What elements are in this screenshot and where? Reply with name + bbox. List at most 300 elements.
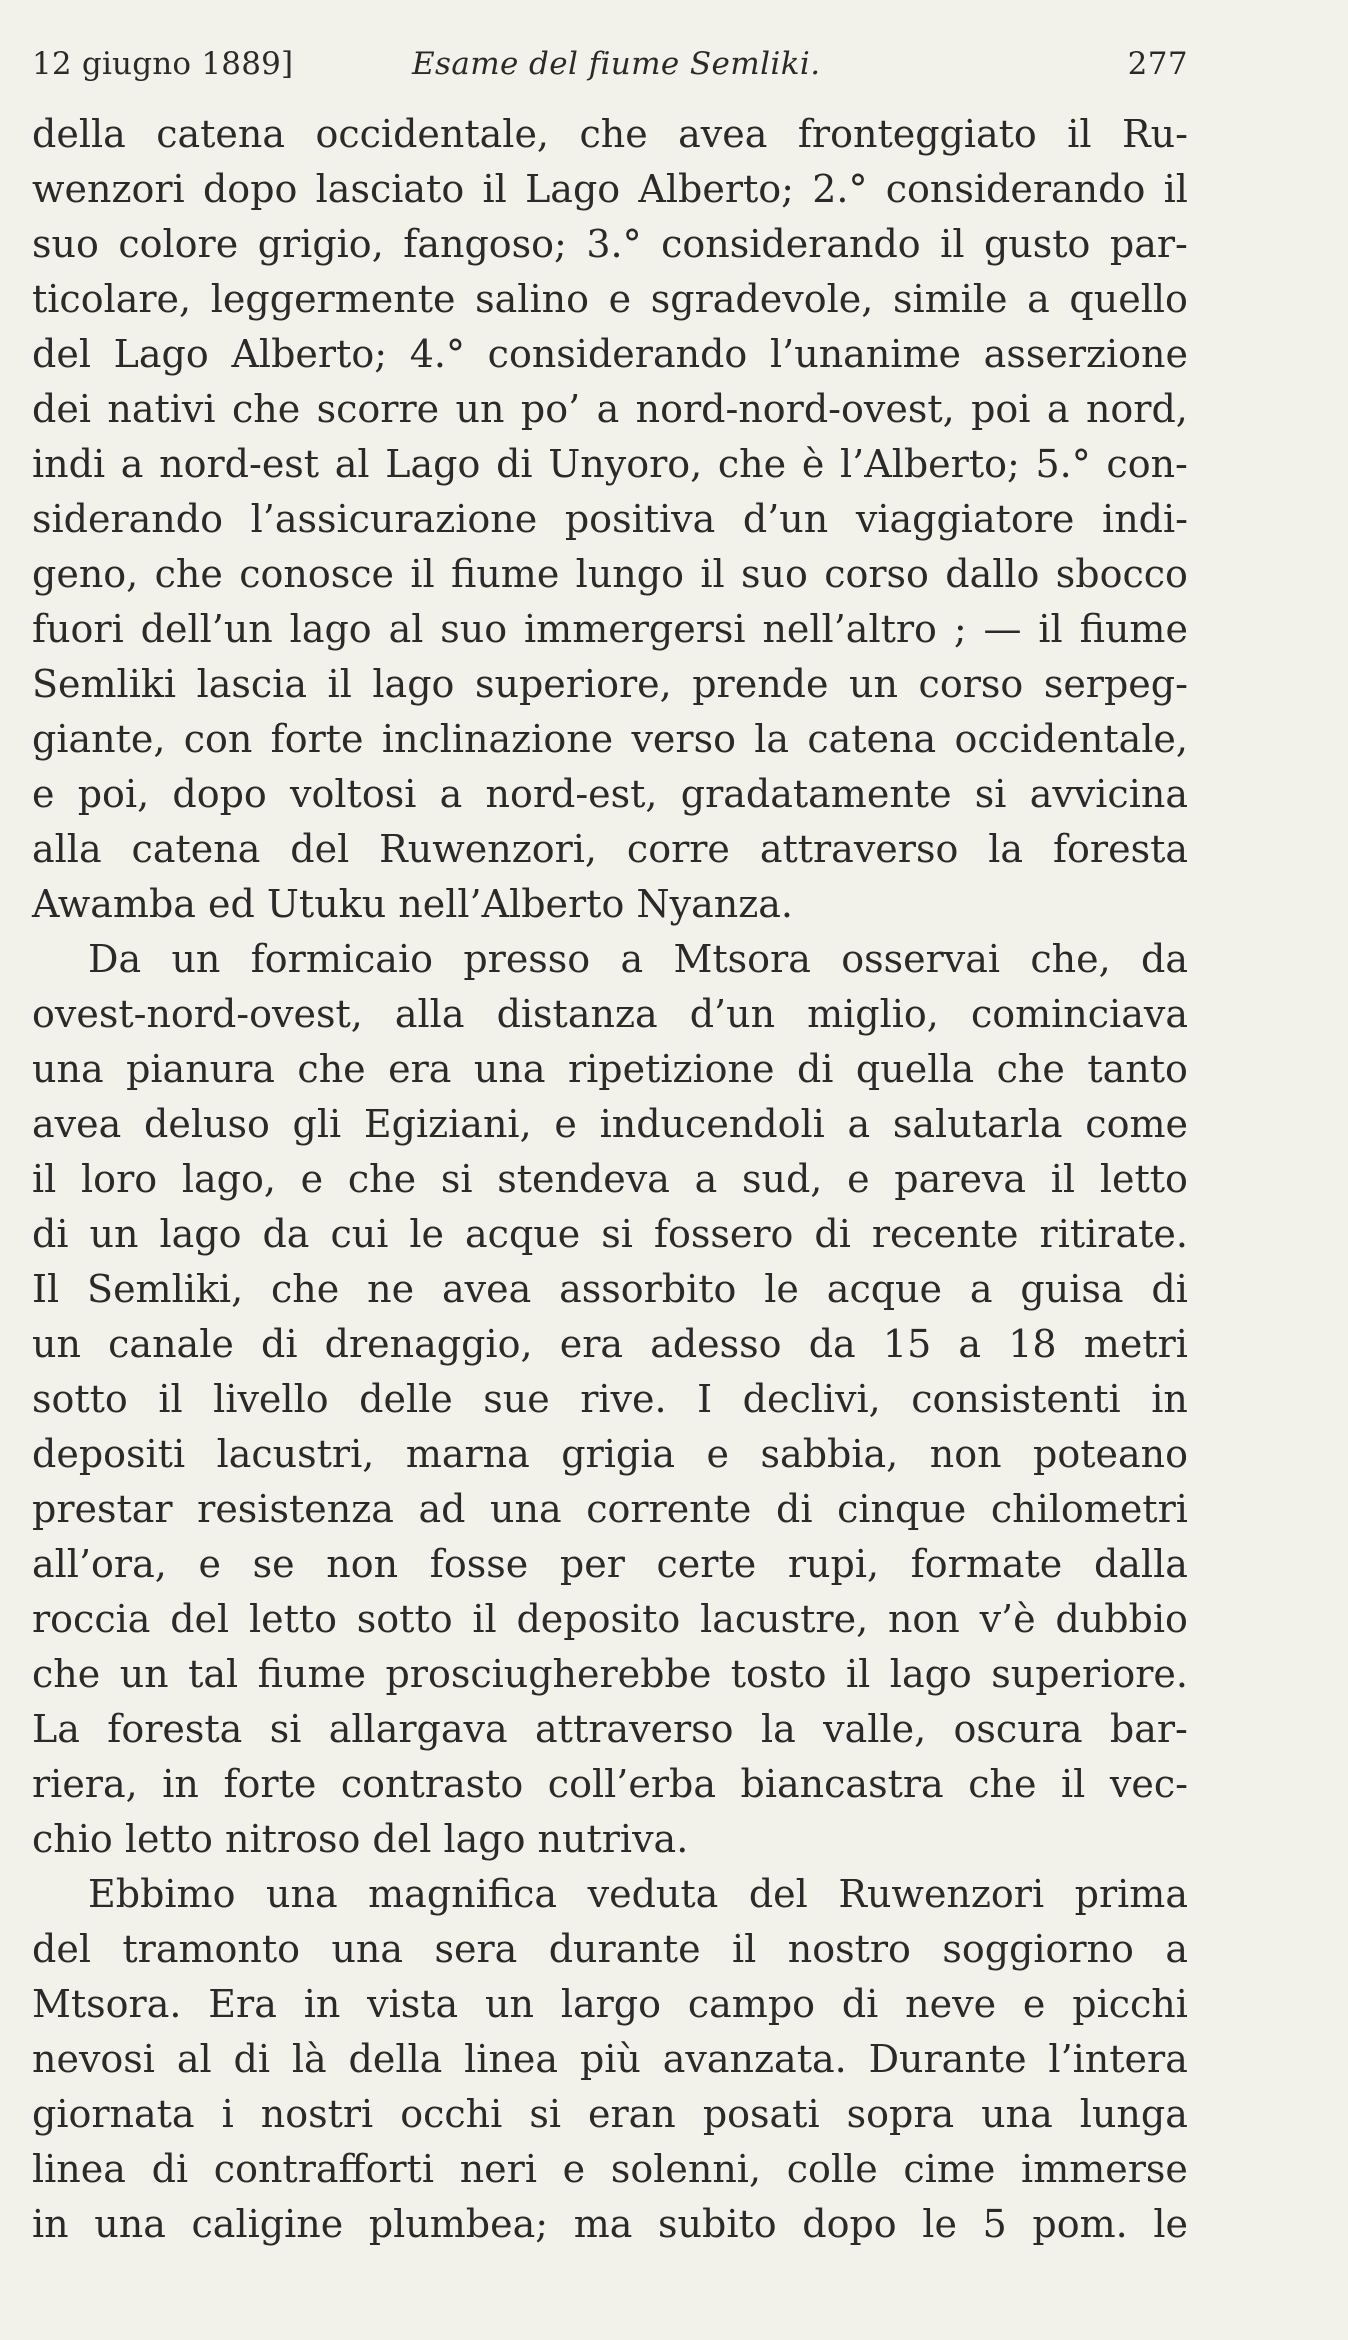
text-word: campo <box>687 1982 816 2026</box>
text-word: contrafforti <box>213 2147 434 2191</box>
text-word: dei <box>32 387 91 431</box>
text-line <box>32 713 1188 765</box>
text-word: catena <box>131 827 261 871</box>
text-word: Lago <box>113 332 209 376</box>
text-word: che <box>297 1047 366 1091</box>
text-word: a <box>596 387 620 431</box>
text-word: catena <box>807 717 937 761</box>
text-word: di <box>261 1322 298 1366</box>
text-word: un <box>32 1322 81 1366</box>
text-word: tosto <box>730 1652 827 1696</box>
text-word: ritirate. <box>1039 1212 1188 1256</box>
text-line <box>88 933 1188 985</box>
text-word: una <box>32 1047 104 1091</box>
text-word: che <box>231 387 301 431</box>
text-word: inclinazione <box>381 717 614 761</box>
text-word: là <box>291 2037 327 2081</box>
text-word: superiore, <box>474 662 672 706</box>
text-line <box>32 1098 1188 1150</box>
text-word: prima <box>1074 1872 1188 1916</box>
text-word: forte <box>270 717 364 761</box>
text-word: allargava <box>328 1707 508 1751</box>
text-word: miglio, <box>807 992 939 1036</box>
text-word: a <box>1046 387 1070 431</box>
text-word: 3.° <box>586 222 642 266</box>
text-word: suo <box>32 222 99 266</box>
text-word: ticolare, <box>32 277 192 321</box>
text-word: indi <box>32 442 106 486</box>
running-head-title: Esame del fiume Semliki. <box>412 46 821 82</box>
text-word: a <box>958 1322 982 1366</box>
text-word: letto <box>1099 1157 1188 1201</box>
text-word: Era <box>208 1982 277 2026</box>
text-line <box>32 1263 1188 1315</box>
text-word: 4.° <box>409 332 465 376</box>
text-line <box>32 1703 1188 1755</box>
text-line <box>32 1923 1188 1975</box>
text-word: roccia <box>32 1597 151 1641</box>
text-word: nord-nord-ovest, <box>635 387 955 431</box>
text-word: fiume <box>257 1652 366 1696</box>
text-word: in <box>162 1762 199 1806</box>
page-number: 277 <box>1127 46 1188 82</box>
text-word: l’Alberto; <box>840 442 1020 486</box>
text-word: lunga <box>1079 2092 1188 2136</box>
text-word: e <box>32 772 55 816</box>
text-word: non <box>326 1542 399 1586</box>
text-word: del <box>32 332 91 376</box>
text-line <box>32 273 1188 325</box>
text-word: forte <box>223 1762 317 1806</box>
text-word: ; <box>953 607 967 651</box>
running-head <box>32 44 1188 84</box>
text-word: nostro <box>787 1927 911 1971</box>
text-line <box>32 438 1188 490</box>
text-word: un <box>485 1982 534 2026</box>
text-word: al <box>334 442 370 486</box>
text-word: considerando <box>885 167 1146 211</box>
text-word: nord-est, <box>485 772 658 816</box>
text-word: d’un <box>742 497 829 541</box>
text-word: grigia <box>561 1432 676 1476</box>
text-word: biancastra <box>740 1762 944 1806</box>
text-word: dopo <box>202 167 298 211</box>
text-word: l’intera <box>1048 2037 1188 2081</box>
text-word: nativi <box>107 387 216 431</box>
text-word: una <box>490 1487 562 1531</box>
text-word: non <box>887 1597 960 1641</box>
text-word: il <box>32 1157 57 1201</box>
text-word: tanto <box>1087 1047 1188 1091</box>
text-word: il <box>1038 607 1063 651</box>
text-word: verso <box>631 717 736 761</box>
text-word: fossero <box>653 1212 794 1256</box>
text-word: a <box>847 1102 871 1146</box>
text-word: Lago <box>525 167 621 211</box>
text-word: drenaggio, <box>324 1322 533 1366</box>
text-word: nord, <box>1085 387 1188 431</box>
text-line <box>32 1153 1188 1205</box>
text-line <box>32 383 1188 435</box>
text-word: poi, <box>77 772 150 816</box>
text-word: geno, <box>32 552 139 596</box>
text-word: Alberto; <box>231 332 387 376</box>
text-word: a <box>1165 1927 1188 1971</box>
text-word: fronteggiato <box>797 112 1037 156</box>
text-word: v’è <box>979 1597 1036 1641</box>
text-word: guisa <box>1020 1267 1124 1311</box>
text-word: rive. <box>580 1377 667 1421</box>
text-word: da <box>262 1212 310 1256</box>
text-word: corso <box>918 662 1024 706</box>
text-line <box>32 1428 1188 1480</box>
text-word: si <box>974 772 1007 816</box>
text-word: immergersi <box>524 607 746 651</box>
text-word: si <box>440 1157 473 1201</box>
text-word: adesso <box>650 1322 782 1366</box>
text-word: prestar <box>32 1487 173 1531</box>
text-word: delle <box>359 1377 453 1421</box>
text-word: suo <box>740 552 808 596</box>
text-line <box>32 823 1188 875</box>
text-line <box>32 2143 1188 2195</box>
text-word: le <box>409 1212 445 1256</box>
text-word: dopo <box>172 772 267 816</box>
text-word: bar- <box>1109 1707 1188 1751</box>
text-line <box>32 218 1188 270</box>
text-word: e <box>562 2147 586 2191</box>
text-word: avea <box>678 112 768 156</box>
text-word: immerse <box>1021 2147 1188 2191</box>
text-word: e <box>608 277 632 321</box>
text-word: fiume <box>450 552 560 596</box>
text-word: da <box>808 1322 856 1366</box>
text-word: loro <box>81 1157 158 1201</box>
text-word: in <box>32 2202 69 2246</box>
text-word: viaggiatore <box>855 497 1075 541</box>
text-word: vec- <box>1109 1762 1188 1806</box>
text-word: lago, <box>181 1157 276 1201</box>
text-word: un <box>89 1212 139 1256</box>
text-word: gusto <box>983 222 1091 266</box>
text-word: vista <box>367 1982 459 2026</box>
text-word: dell’un <box>140 607 273 651</box>
text-word: del <box>32 1927 91 1971</box>
text-word: che, <box>1030 937 1111 981</box>
text-word: riera, <box>32 1762 138 1806</box>
text-line <box>32 2198 1188 2250</box>
text-word: a <box>969 1267 993 1311</box>
text-word: che <box>579 112 648 156</box>
text-word: Il <box>32 1267 60 1311</box>
text-word: l’unanime <box>769 332 961 376</box>
text-word: e <box>1022 1982 1046 2026</box>
text-word: prende <box>692 662 829 706</box>
text-word: che <box>32 1652 101 1696</box>
text-word: ne <box>367 1267 415 1311</box>
text-word: siderando <box>32 497 223 541</box>
text-word: ma <box>573 2202 633 2246</box>
text-word: suo <box>440 607 508 651</box>
text-word: una <box>266 1872 338 1916</box>
text-word: attraverso <box>759 827 959 871</box>
text-word: il <box>327 662 352 706</box>
text-word: Ru- <box>1122 112 1188 156</box>
text-line <box>32 768 1188 820</box>
text-word: il <box>482 167 507 211</box>
text-word: subito <box>658 2202 777 2246</box>
text-word: considerando <box>487 332 748 376</box>
text-word: 15 <box>882 1322 932 1366</box>
text-word: quello <box>1069 277 1188 321</box>
text-word: la <box>754 717 790 761</box>
text-word: fiume <box>1079 607 1188 651</box>
text-word: un <box>455 387 505 431</box>
text-word: scorre <box>316 387 440 431</box>
text-word: linea <box>464 2037 559 2081</box>
text-word: magnifica <box>368 1872 558 1916</box>
text-word: fangoso; <box>403 222 567 266</box>
text-word: dallo <box>945 552 1040 596</box>
text-word: a <box>120 442 144 486</box>
text-line <box>32 658 1188 710</box>
text-word: Durante <box>868 2037 1027 2081</box>
text-word: inducendoli <box>599 1102 825 1146</box>
text-word: che <box>717 442 787 486</box>
text-word: Da <box>88 937 142 981</box>
text-word: giornata <box>32 2092 195 2136</box>
text-word: sgradevole, <box>650 277 874 321</box>
text-word: da <box>1141 937 1188 981</box>
text-word: di <box>814 1212 851 1256</box>
text-word: 2.° <box>812 167 868 211</box>
text-line <box>32 603 1188 655</box>
text-word: I <box>697 1377 713 1421</box>
text-line <box>32 108 1188 160</box>
text-word: grigio, <box>257 222 384 266</box>
text-word: di <box>32 1212 69 1256</box>
text-word: colore <box>118 222 239 266</box>
text-word: par- <box>1109 222 1188 266</box>
text-word: neve <box>905 1982 997 2026</box>
text-word: gradatamente <box>680 772 952 816</box>
text-word: sabbia, <box>760 1432 899 1476</box>
text-line <box>88 1868 1188 1920</box>
text-word: il <box>158 1377 183 1421</box>
text-word: che <box>968 1762 1037 1806</box>
text-word: serpeg- <box>1043 662 1188 706</box>
text-word: attraverso <box>535 1707 734 1751</box>
text-word: contrasto <box>340 1762 524 1806</box>
text-word: l’assicurazione <box>250 497 538 541</box>
text-word: in <box>303 1982 341 2026</box>
text-word: era <box>559 1322 624 1366</box>
text-word: leggermente <box>210 277 456 321</box>
text-word: il <box>700 552 725 596</box>
text-word: sbocco <box>1055 552 1188 596</box>
text-word: Ebbimo <box>88 1872 236 1916</box>
text-word: in <box>1151 1377 1188 1421</box>
text-word: a <box>620 937 644 981</box>
text-word: sotto <box>356 1597 453 1641</box>
text-word: corrente <box>586 1487 752 1531</box>
text-word: eran <box>588 2092 676 2136</box>
text-word: un <box>119 1652 169 1696</box>
text-line <box>32 1043 1188 1095</box>
text-word: si <box>269 1707 302 1751</box>
text-word: lungo <box>575 552 684 596</box>
text-word: 5.° <box>1035 442 1091 486</box>
text-word: con- <box>1106 442 1188 486</box>
text-word: un <box>171 937 221 981</box>
text-line <box>32 1208 1188 1260</box>
text-line <box>32 1373 1188 1425</box>
text-word: e <box>198 1542 221 1586</box>
text-word: non <box>929 1432 1002 1476</box>
text-line <box>32 2033 1188 2085</box>
text-word: occhi <box>400 2092 503 2136</box>
text-word: Ruwenzori <box>838 1872 1045 1916</box>
text-word: della <box>348 2037 443 2081</box>
text-word: po’ <box>520 387 581 431</box>
text-word: alla <box>32 827 102 871</box>
text-word: declivi, <box>742 1377 881 1421</box>
text-word: acque <box>465 1212 581 1256</box>
text-word: il <box>1163 167 1188 211</box>
text-word: sud, <box>741 1157 823 1201</box>
text-word: nostri <box>260 2092 374 2136</box>
text-word: del <box>170 1597 230 1641</box>
text-word: di <box>1151 1267 1188 1311</box>
text-word: una <box>981 2092 1053 2136</box>
text-word: certe <box>656 1542 757 1586</box>
text-word: quella <box>855 1047 975 1091</box>
text-word: nord-est <box>159 442 320 486</box>
text-word: metri <box>1083 1322 1188 1366</box>
text-word: largo <box>560 1982 662 2026</box>
text-word: cui <box>330 1212 389 1256</box>
text-word: cominciava <box>970 992 1188 1036</box>
text-word: fosse <box>429 1542 529 1586</box>
text-word: e <box>847 1157 870 1201</box>
text-word: lago <box>372 662 455 706</box>
text-word: di <box>496 442 533 486</box>
text-word: superiore. <box>991 1652 1188 1696</box>
text-word: Alberto; <box>638 167 794 211</box>
text-word: deluso <box>144 1102 270 1146</box>
text-word: wenzori <box>32 167 185 211</box>
text-word: deposito <box>516 1597 681 1641</box>
text-word: formate <box>910 1542 1063 1586</box>
text-word: pianura <box>126 1047 275 1091</box>
text-word: soggiorno <box>942 1927 1134 1971</box>
text-word: lascia <box>196 662 307 706</box>
text-word: se <box>252 1542 295 1586</box>
text-word: lacustri, <box>216 1432 375 1476</box>
text-word: asserzione <box>983 332 1188 376</box>
text-word: catena <box>156 112 286 156</box>
text-word: corre <box>626 827 730 871</box>
text-line <box>32 1593 1188 1645</box>
text-word: il <box>846 1652 871 1696</box>
text-word: dubbio <box>1055 1597 1188 1641</box>
text-word: salutarla <box>892 1102 1063 1146</box>
text-word: ripetizione <box>567 1047 775 1091</box>
text-word: neri <box>459 2147 537 2191</box>
text-word: una <box>331 1927 404 1971</box>
text-word: le <box>922 2202 957 2246</box>
text-word: occidentale, <box>315 112 550 156</box>
text-word: conosce <box>239 552 394 596</box>
text-word: giante, <box>32 717 166 761</box>
text-word: i <box>221 2092 234 2136</box>
text-word: chio letto nitroso del lago nutriva. <box>32 1817 689 1861</box>
text-word: stendeva <box>497 1157 670 1201</box>
text-word: di <box>841 1982 879 2026</box>
running-head-date: 12 giugno 1889] <box>32 46 294 82</box>
text-word: lago <box>289 607 372 651</box>
text-word: della <box>32 112 126 156</box>
text-word: foresta <box>1052 827 1188 871</box>
text-word: che <box>347 1157 417 1201</box>
text-word: il <box>1050 1157 1076 1201</box>
text-word: avvicina <box>1029 772 1188 816</box>
text-word: una <box>94 2202 166 2246</box>
text-word: positiva <box>564 497 716 541</box>
text-word: veduta <box>587 1872 719 1916</box>
text-line <box>32 988 1188 1040</box>
text-word: posati <box>702 2092 820 2136</box>
text-word: solenni, <box>610 2147 762 2191</box>
text-line <box>32 1813 688 1865</box>
text-word: di <box>233 2037 270 2081</box>
text-word: di <box>776 1487 813 1531</box>
text-word: la <box>760 1707 796 1751</box>
text-word: un <box>849 662 898 706</box>
text-word: più <box>579 2037 641 2081</box>
text-word: ad <box>418 1487 466 1531</box>
text-word: poteano <box>1033 1432 1188 1476</box>
text-word: simile <box>892 277 1008 321</box>
text-word: sopra <box>846 2092 955 2136</box>
text-word: acque <box>826 1267 943 1311</box>
text-word: era <box>388 1047 452 1091</box>
text-word: pom. <box>1032 2202 1128 2246</box>
text-word: alla <box>394 992 465 1036</box>
text-word: di <box>151 2147 189 2191</box>
text-word: canale <box>108 1322 234 1366</box>
text-word: sue <box>483 1377 550 1421</box>
text-word: che <box>996 1047 1065 1091</box>
text-word: d’un <box>689 992 776 1036</box>
text-word: gli <box>292 1102 342 1146</box>
text-word: lacustre, <box>700 1597 869 1641</box>
text-word: Egiziani, <box>363 1102 532 1146</box>
text-word: nell’altro <box>762 607 937 651</box>
text-word: Mtsora. <box>32 1982 182 2026</box>
text-word: dopo <box>802 2202 897 2246</box>
text-word: Semliki <box>32 662 177 706</box>
text-line <box>32 878 793 930</box>
text-word: come <box>1085 1102 1188 1146</box>
text-line <box>32 163 1188 215</box>
text-word: tramonto <box>122 1927 301 1971</box>
text-word: al <box>176 2037 212 2081</box>
text-word: poi <box>971 387 1031 431</box>
text-word: oscura <box>953 1707 1083 1751</box>
text-word: Ruwenzori, <box>379 827 598 871</box>
text-word: si <box>601 1212 633 1256</box>
